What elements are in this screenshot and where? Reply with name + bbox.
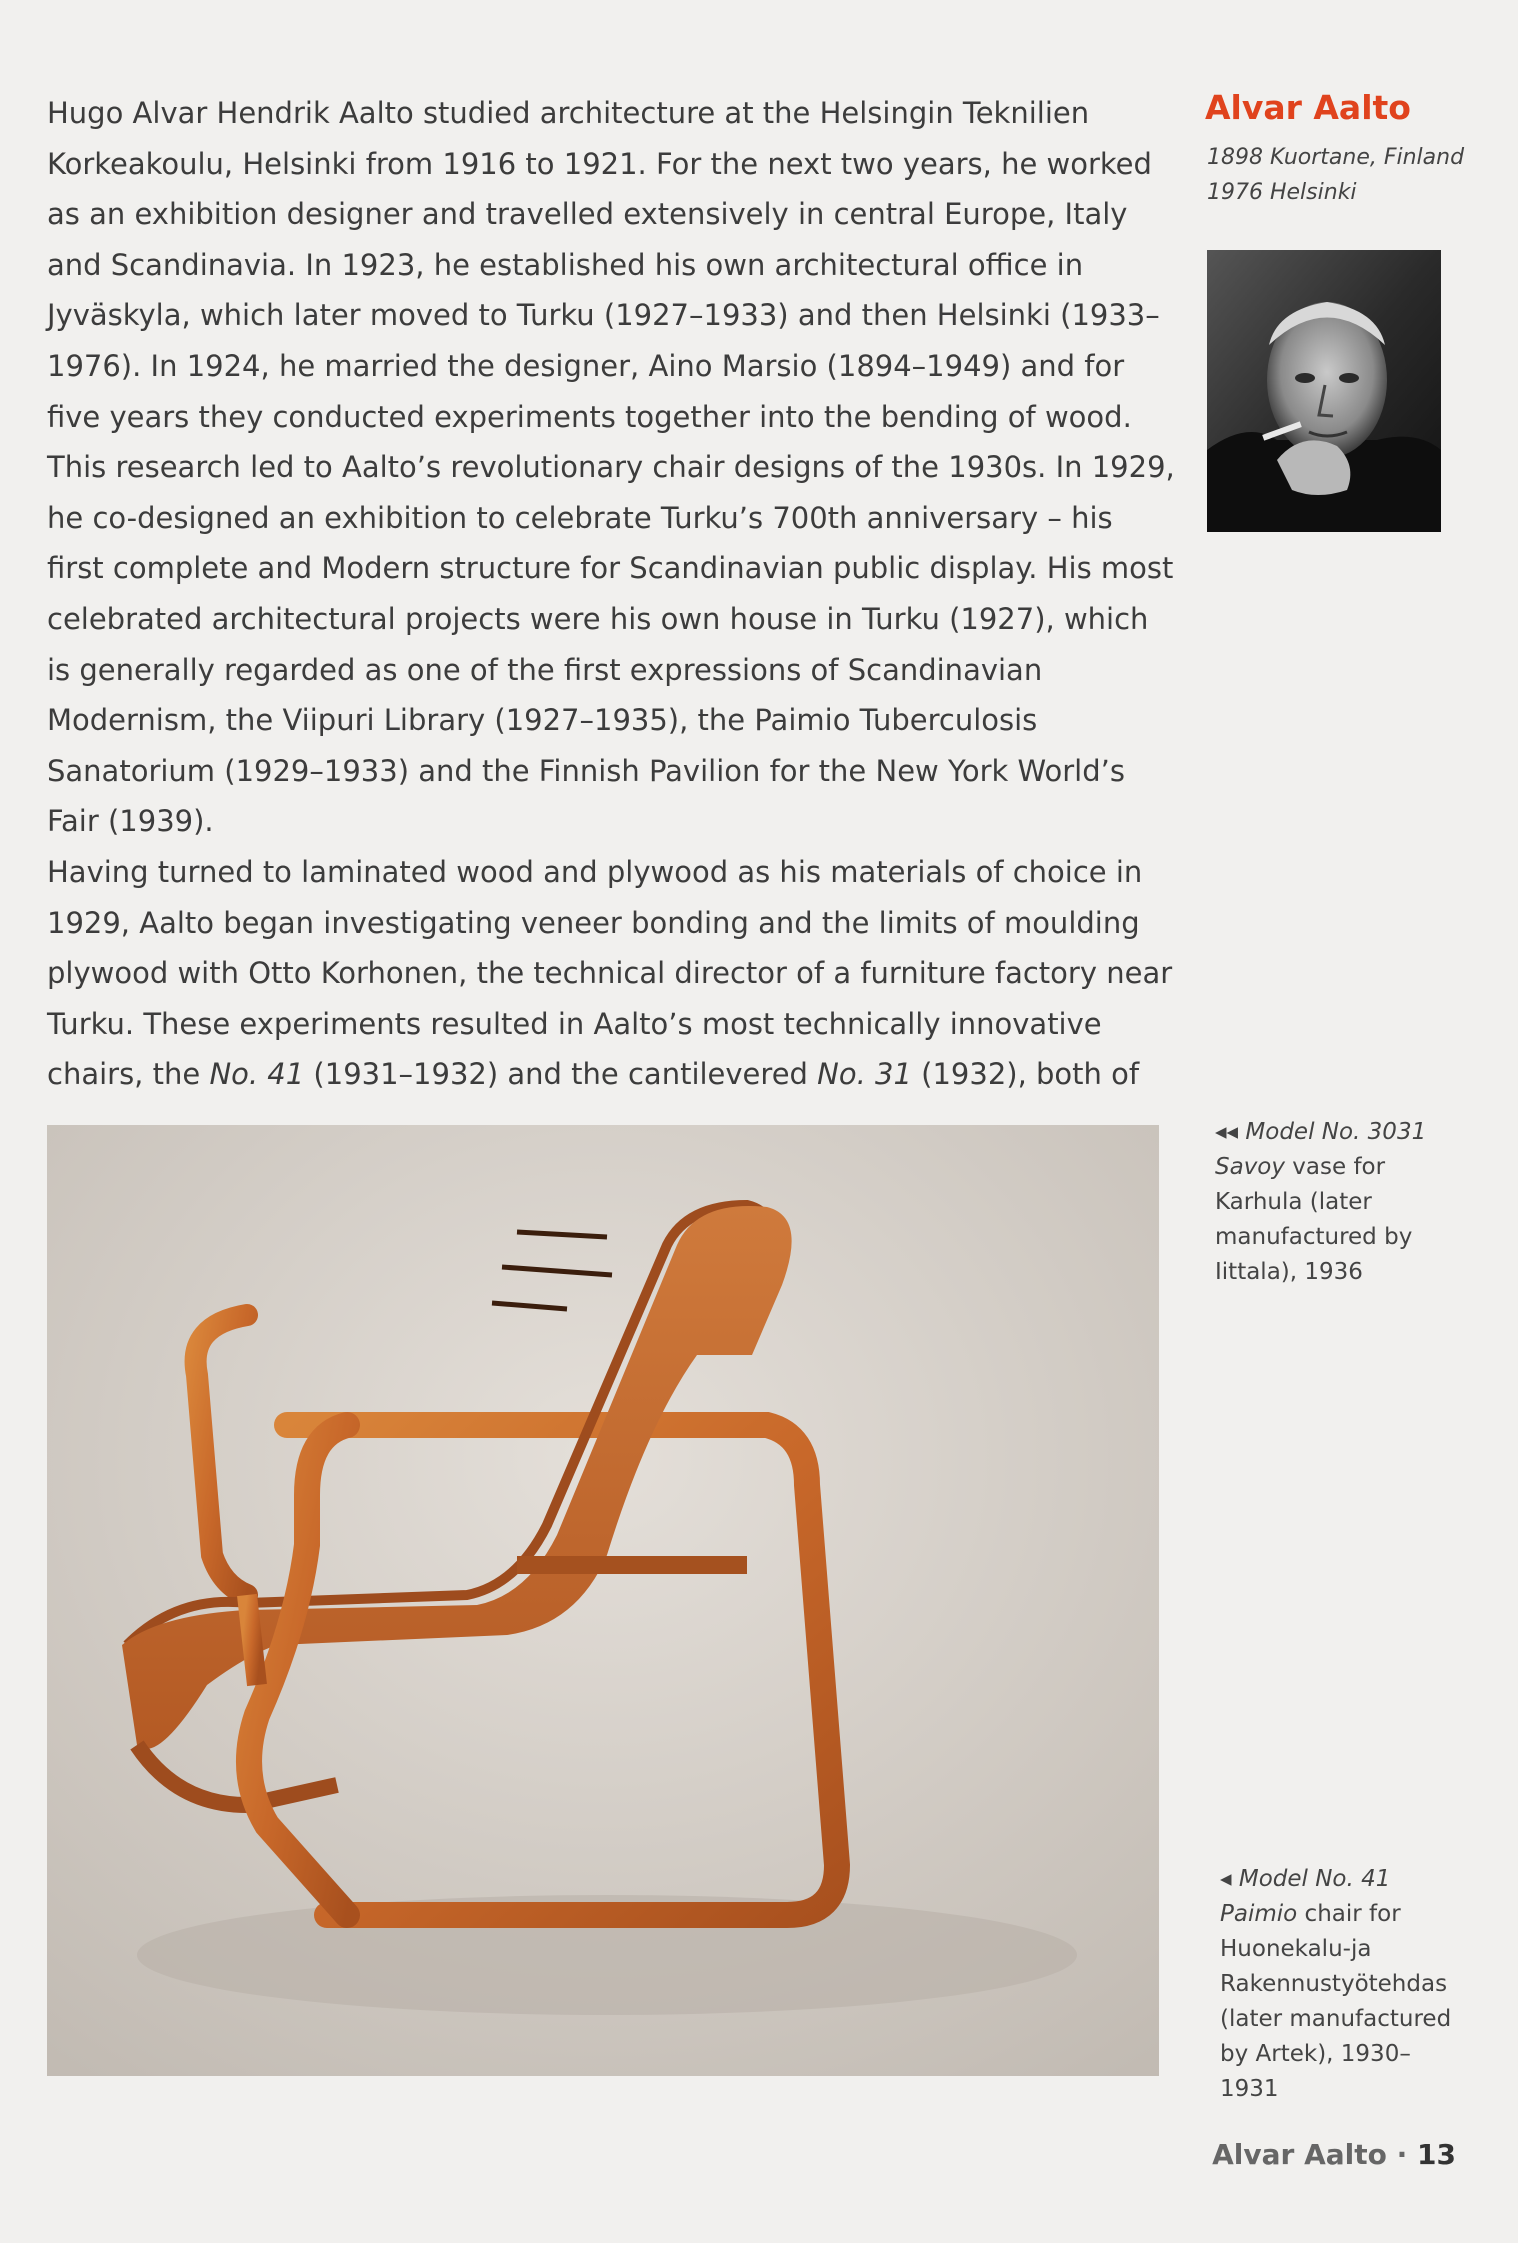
paragraph-1: Hugo Alvar Hendrik Aalto studied architecture at the Helsingin Teknilien Korkeakoulu, Helsinki from 1916 to 1921. For the next two years, he worked as an exhibition designer and travelled extensively in central Europe, Italy and Scandinavia. In 1923, he established his own architectural office in Jyväskyla, which later moved to Turku (1927–1933) and then Helsinki (1933–1976). In 1924, he married the designer, Aino Marsio (1894–1949) and for five years they conducted experiments together into the bending of wood. This research led to Aalto’s revolutionary chair designs of the 1930s. In 1929, he co-designed an exhibition to celebrate Turku’s 700th anniversary – his first complete and Modern structure for Scandinavian public display. His most celebrated architectural projects were his own house in Turku (1927), which is generally regarded as one of the first expressions of Scandinavian Modernism, the Viipuri Library (1927–1935), the Paimio Tuberculosis Sanatorium (1929–1933) and the Finnish Pavilion for the New York World’s Fair (1939). <box>47 96 1175 839</box>
designer-dates <box>1207 140 1464 210</box>
portrait-illustration <box>1207 250 1441 532</box>
vase-model: Model No. 3031 <box>1245 1119 1427 1145</box>
model-no-31-ref: No. 31 <box>817 1057 912 1092</box>
vase-caption <box>1215 1115 1445 1290</box>
paragraph-2-part-b: (1931–1932) and the cantilevered <box>304 1057 818 1092</box>
vase-name: Savoy <box>1215 1154 1285 1180</box>
page-footer <box>1212 2138 1456 2171</box>
footer-separator: · <box>1386 2138 1418 2171</box>
vase-description: vase for Karhula (later manufactured by Iittala), 1936 <box>1215 1154 1413 1285</box>
body-text <box>47 88 1177 1100</box>
paimio-chair-photo <box>47 1125 1159 2076</box>
page-number: 13 <box>1417 2138 1456 2171</box>
paragraph-2 <box>47 847 1177 1100</box>
chair-caption <box>1220 1862 1460 2107</box>
paragraph-2-part-c: (1932), both of <box>911 1057 1140 1092</box>
designer-name: Alvar Aalto <box>1205 88 1411 127</box>
birth-info: 1898 Kuortane, Finland <box>1207 145 1465 170</box>
portrait-photo <box>1207 250 1441 532</box>
paragraph-2-part-a: Having turned to laminated wood and plywood as his materials of choice in 1929, Aalto began investigating veneer bonding and the limits of moulding plywood with Otto Korhonen, the technical director of a furniture factory near Turku. These experiments resulted in Aalto’s most technically innovative chairs, the <box>47 854 1173 1092</box>
chair-description: chair for Huonekalu-ja Rakennustyötehdas (later manufactured by Artek), 1930–1931 <box>1220 1901 1452 2102</box>
running-title: Alvar Aalto <box>1212 2138 1387 2171</box>
caption-arrow-icon: ◂◂ <box>1215 1119 1246 1145</box>
caption-arrow-icon: ◂ <box>1220 1866 1239 1892</box>
chair-model: Model No. 41 <box>1238 1866 1391 1892</box>
death-info: 1976 Helsinki <box>1207 180 1357 205</box>
chair-name: Paimio <box>1220 1901 1298 1927</box>
model-no-41-ref: No. 41 <box>209 1057 305 1092</box>
paimio-chair-illustration <box>47 1125 1159 2076</box>
